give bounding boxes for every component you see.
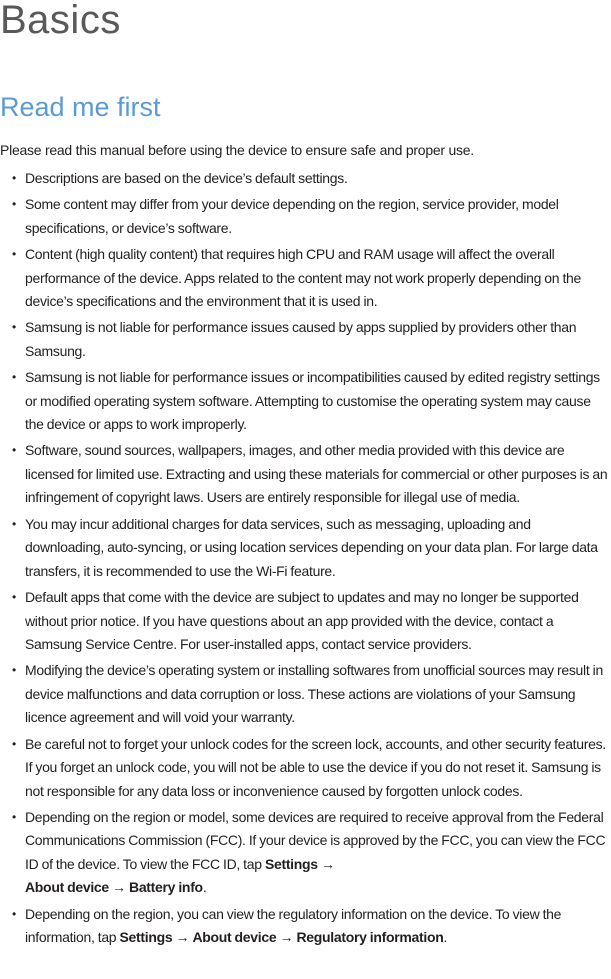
- list-item-text: Default apps that come with the device are subject to updates and may no longer be supported without prior notice. If you have questions about an app provided with the device, contact a Samsung Service Centre. For user-installed apps, contact service providers.: [25, 589, 579, 653]
- regulatory-text: Depending on the region, you can view the regulatory information on the device. To view the information, tap: [25, 905, 562, 946]
- list-item: [0, 586, 611, 657]
- fcc-text: Depending on the region or model, some devices are required to receive approval from the Federal Communications Commission (FCC). If your device is approved by the FCC, you can view the FCC ID of the device. To view the FCC ID, tap: [25, 808, 606, 872]
- list-item: [0, 439, 611, 510]
- bullet-icon: •: [12, 247, 16, 262]
- bullet-icon: •: [12, 906, 16, 921]
- bullet-list: [0, 167, 611, 953]
- bullet-icon: •: [12, 370, 16, 385]
- list-item-text: Samsung is not liable for performance issues caused by apps supplied by providers other than Samsung.: [25, 319, 577, 359]
- list-item: [0, 366, 611, 437]
- bullet-icon: •: [12, 516, 16, 531]
- bullet-icon: •: [12, 809, 16, 824]
- list-item-text: Samsung is not liable for performance issues or incompatibilities caused by edited registry settings or modified operating system software. Attempting to customise the operating system may cause the device or apps to work improperly.: [25, 369, 600, 433]
- list-item-regulatory: [0, 903, 611, 950]
- sentence-end: .: [202, 879, 207, 896]
- menu-path-about-device: About device: [192, 929, 277, 946]
- bullet-icon: •: [12, 197, 16, 212]
- bullet-icon: •: [12, 320, 16, 335]
- list-item: [0, 193, 611, 240]
- arrow-icon: →: [175, 929, 190, 946]
- list-item-text: Descriptions are based on the device’s default settings.: [25, 170, 348, 186]
- list-item-text: Modifying the device’s operating system or installing softwares from unofficial sources may result in device malfunctions and data corruption or loss. These actions are violations of your Samsung licence agreement and will void your warranty.: [25, 662, 603, 726]
- list-item-fcc: [0, 806, 611, 900]
- list-item: [0, 733, 611, 804]
- menu-path-settings: Settings: [119, 929, 173, 946]
- bullet-icon: •: [12, 171, 16, 185]
- arrow-icon: →: [279, 929, 294, 946]
- list-item-text: You may incur additional charges for data services, such as messaging, uploading and downloading, auto-syncing, or using location services depending on your data plan. For large data transfers, it is recommended to use the Wi-Fi feature.: [25, 515, 598, 579]
- list-item: [0, 243, 611, 314]
- list-item: [0, 316, 611, 363]
- list-item: [0, 513, 611, 584]
- bullet-icon: •: [12, 736, 16, 751]
- bullet-icon: •: [12, 663, 16, 678]
- list-item: [0, 659, 611, 730]
- arrow-icon: →: [112, 879, 126, 896]
- chapter-title: Basics: [0, 0, 121, 42]
- list-item-text: Content (high quality content) that requires high CPU and RAM usage will affect the overall performance of the device. Apps related to the content may not work properly depending on the device’s specifications and the environment that it is used in.: [25, 246, 582, 310]
- section-title: Read me first: [0, 92, 161, 122]
- menu-path-regulatory-information: Regulatory information: [296, 929, 444, 946]
- arrow-icon: →: [320, 855, 335, 872]
- list-item-text: Some content may differ from your device depending on the region, service provider, model specifications, or device’s software.: [25, 196, 559, 236]
- menu-path-settings: Settings: [264, 855, 318, 872]
- bullet-icon: •: [12, 443, 16, 458]
- menu-path-about-device: About device: [25, 879, 109, 896]
- intro-paragraph: Please read this manual before using the device to ensure safe and proper use.: [0, 142, 474, 158]
- menu-path-battery-info: Battery info: [129, 879, 203, 896]
- list-item: [0, 167, 611, 191]
- sentence-end: .: [443, 929, 448, 946]
- bullet-icon: •: [12, 590, 16, 605]
- list-item-text: Be careful not to forget your unlock codes for the screen lock, accounts, and other security features. If you forget an unlock code, you will not be able to use the device if you do not reset it. Samsung is not responsible for any data loss or inconvenience caused by forgotten unlock codes.: [25, 735, 606, 799]
- list-item-text: Software, sound sources, wallpapers, images, and other media provided with this device are licensed for limited use. Extracting and using these materials for commercial or other purposes is an infringement of copyright laws. Users are entirely responsible for illegal use of media.: [25, 442, 608, 506]
